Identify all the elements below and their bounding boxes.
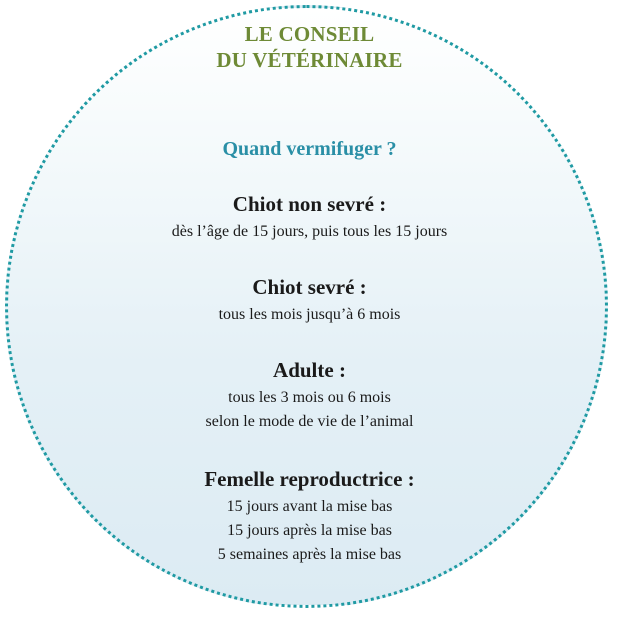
card-header (0, 21, 619, 73)
section-title: Chiot sevré : (252, 275, 367, 299)
question-heading: Quand vermifuger ? (222, 138, 397, 160)
section-chiot-sevre (0, 274, 619, 327)
header-line-1: LE CONSEIL (244, 22, 375, 46)
section-line: dès l’âge de 15 jours, puis tous les 15 jours (171, 223, 448, 240)
section-chiot-non-sevre (0, 191, 619, 244)
section-line: selon le mode de vie de l’animal (205, 413, 414, 430)
section-line: 5 semaines après la mise bas (217, 546, 402, 563)
section-line: tous les mois jusqu’à 6 mois (218, 306, 401, 323)
section-line: 15 jours avant la mise bas (226, 498, 393, 515)
section-line: tous les 3 mois ou 6 mois (228, 389, 391, 406)
section-title: Adulte : (273, 358, 346, 382)
section-title: Chiot non sevré : (232, 192, 387, 216)
section-line: 15 jours après la mise bas (227, 522, 392, 539)
section-title: Femelle reproductrice : (204, 467, 415, 491)
section-femelle-reproductrice (0, 466, 619, 567)
section-adulte (0, 357, 619, 434)
header-line-2: DU VÉTÉRINAIRE (216, 48, 403, 72)
